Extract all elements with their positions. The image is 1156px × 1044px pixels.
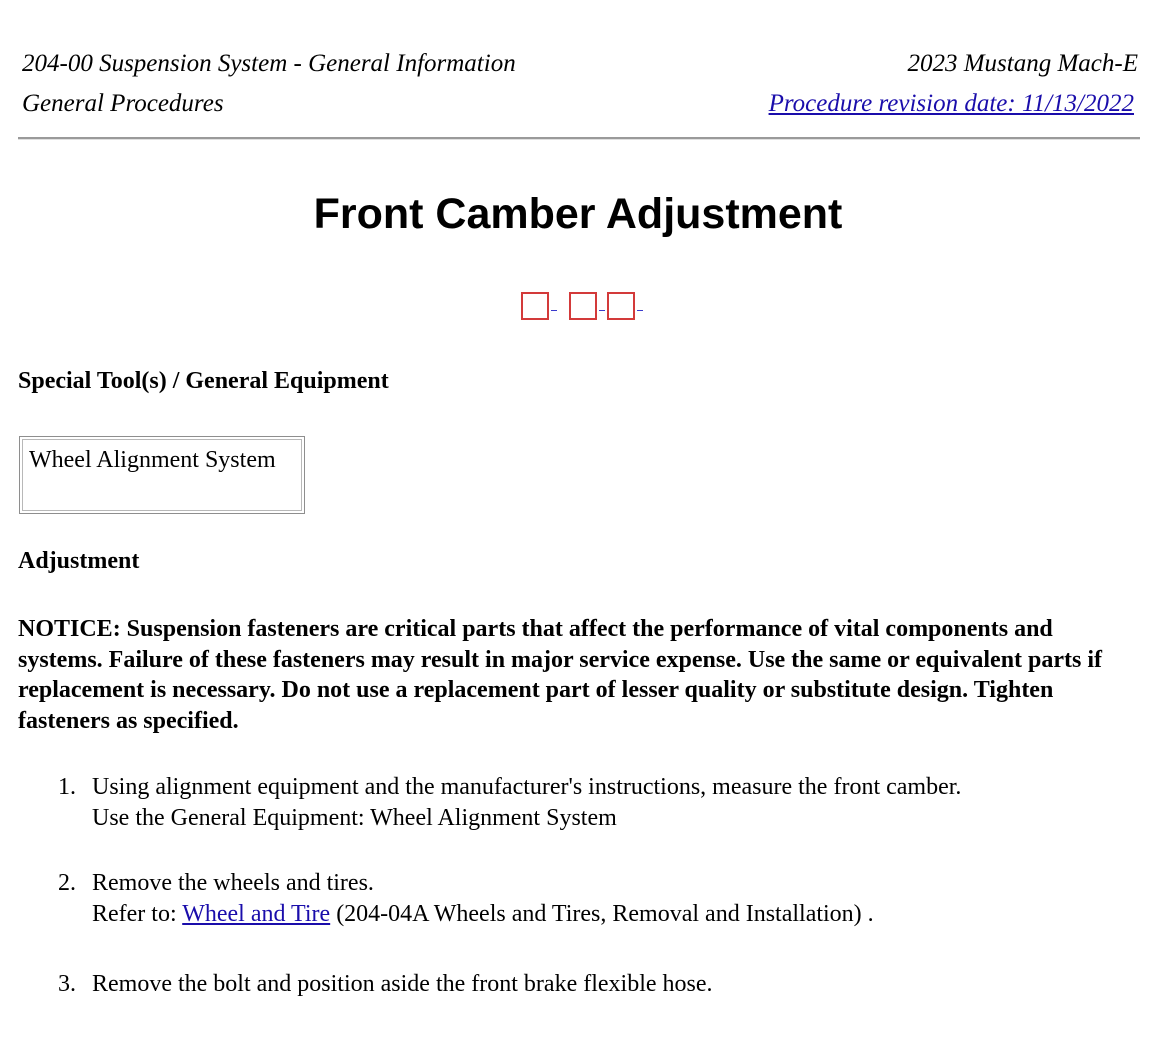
notice-text: NOTICE: Suspension fasteners are critical parts that affect the performance of vital components and systems. Failure of these fasteners may result in major service expense. Use the same or equivalent parts if replacement is necessary. Do not use a replacement part of lesser quality or substitute design. Tighten fasteners as specified. xyxy=(18,616,1103,734)
procedure-category: General Procedures xyxy=(22,90,224,117)
step-number: 2. xyxy=(58,870,76,896)
refer-suffix: (204-04A Wheels and Tires, Removal and Installation) . xyxy=(336,901,874,927)
icon-connector xyxy=(599,310,605,311)
revision-date-link[interactable]: Procedure revision date: 11/13/2022 xyxy=(768,90,1134,117)
page-title: Front Camber Adjustment xyxy=(313,190,843,238)
adjustment-heading: Adjustment xyxy=(18,548,140,574)
header-row-top xyxy=(22,44,1138,84)
refer-prefix: Refer to: xyxy=(92,901,183,927)
list-item xyxy=(0,969,1156,1000)
step-reference xyxy=(92,899,1156,930)
step-number: 1. xyxy=(58,774,76,800)
step-number: 3. xyxy=(58,971,76,997)
special-tool-cell: Wheel Alignment System xyxy=(22,439,302,511)
icon-connector xyxy=(637,310,643,311)
broken-image-icon[interactable] xyxy=(607,292,635,320)
step-text: Remove the wheels and tires. xyxy=(92,870,374,896)
vehicle-name: 2023 Mustang Mach-E xyxy=(907,50,1138,77)
special-tools-heading: Special Tool(s) / General Equipment xyxy=(18,368,389,394)
step-detail: Use the General Equipment: Wheel Alignment System xyxy=(92,805,617,831)
section-name: 204-00 Suspension System - General Information xyxy=(22,50,516,77)
step-text: Using alignment equipment and the manufacturer's instructions, measure the front camber. xyxy=(92,774,962,800)
list-item xyxy=(0,772,1156,834)
broken-image-icon[interactable] xyxy=(569,292,597,320)
special-tools-table xyxy=(19,436,305,514)
document-header xyxy=(22,44,1138,124)
broken-image-icon[interactable] xyxy=(521,292,549,320)
list-item xyxy=(0,868,1156,930)
icon-connector xyxy=(551,310,557,311)
revision-date-container xyxy=(769,84,1138,124)
header-divider xyxy=(18,137,1140,140)
procedure-icons xyxy=(520,290,650,324)
step-text: Remove the bolt and position aside the front brake flexible hose. xyxy=(92,971,713,997)
wheel-and-tire-link[interactable]: Wheel and Tire xyxy=(182,901,331,927)
procedure-steps xyxy=(0,772,1156,1000)
header-row-bottom xyxy=(22,84,1138,124)
